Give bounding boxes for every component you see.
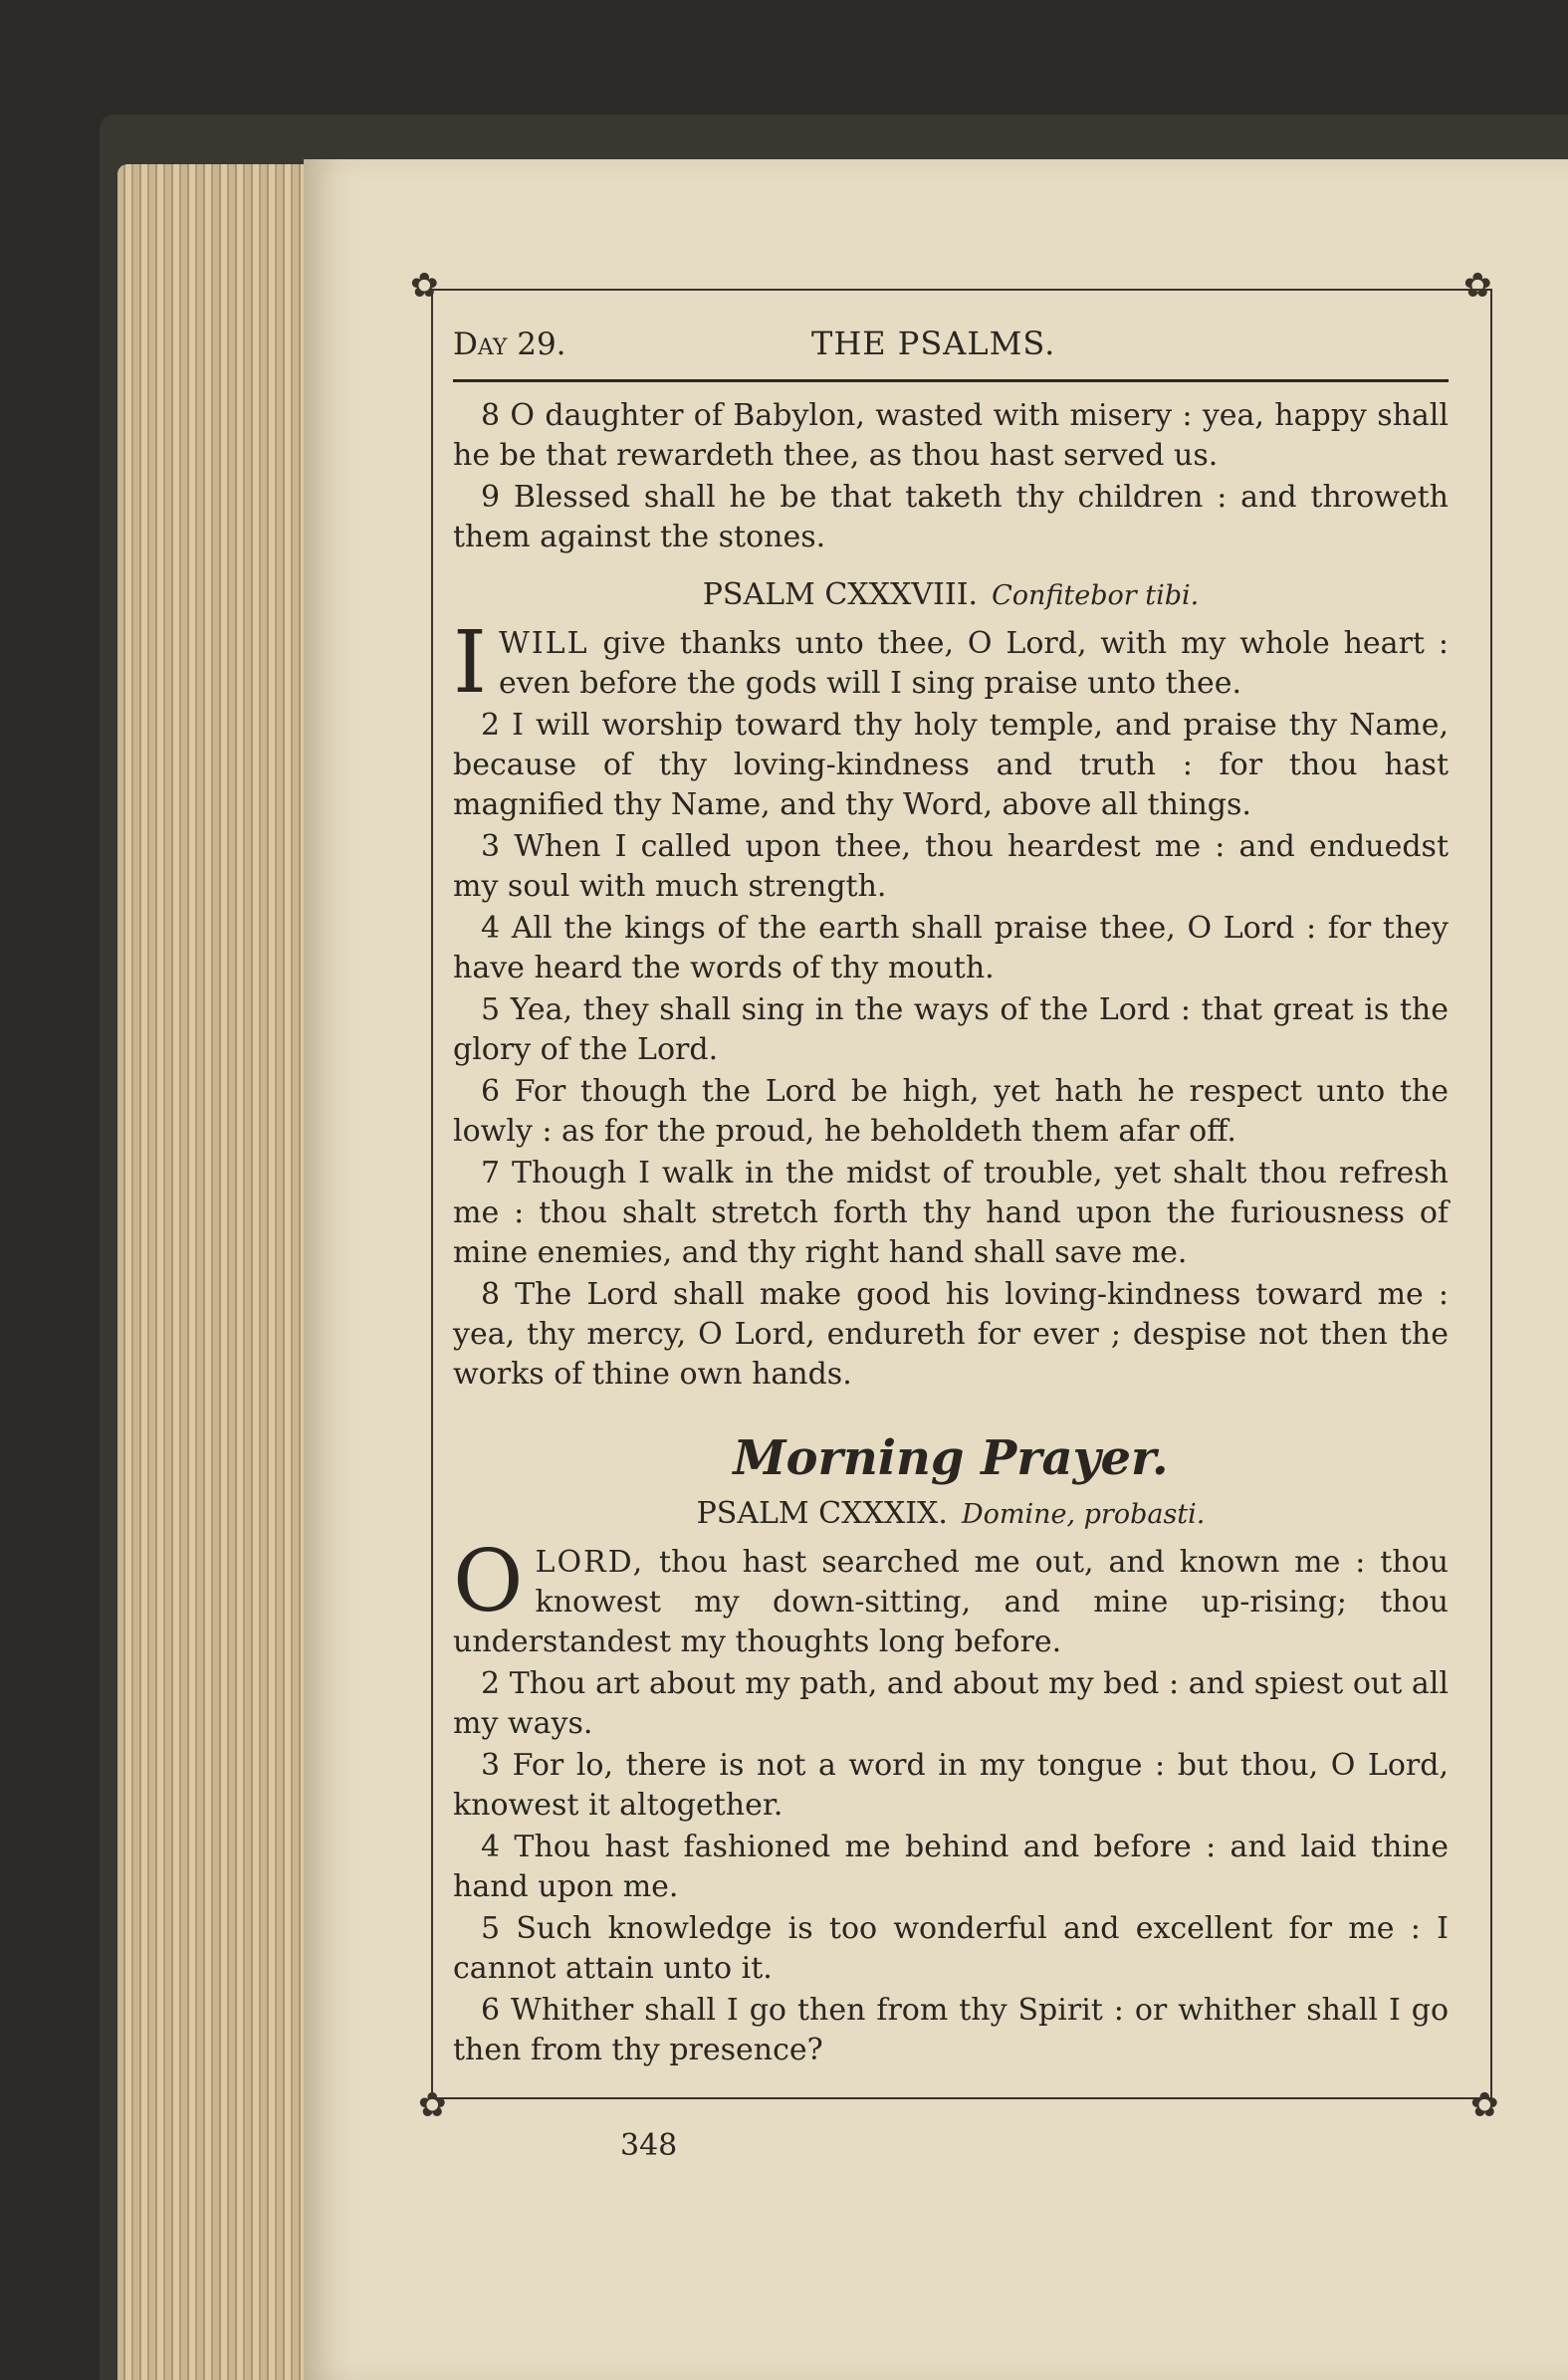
corner-ornament-icon: ✿ (418, 2085, 447, 2125)
page-number: 348 (620, 2128, 678, 2163)
corner-ornament-icon: ✿ (410, 266, 439, 306)
verse: 3 When I called upon thee, thou heardest me : and enduedst my soul with much strength. (453, 829, 1449, 904)
psalm-number: PSALM CXXXVIII. (702, 577, 979, 612)
section-title: Morning Prayer. (733, 1430, 1169, 1486)
verse: 5 Such knowledge is too wonderful and excellent for me : I cannot attain unto it. (453, 1911, 1449, 1986)
verse: 4 Thou hast fashioned me behind and before : and laid thine hand upon me. (453, 1830, 1449, 1904)
running-title: THE PSALMS. (811, 325, 1056, 362)
verse-text: thou hast searched me out, and known me : thou knowest my down-sitting, and mine up-rising; thou understandest my thoughts long before. (453, 1545, 1449, 1659)
psalm-heading (453, 1494, 1449, 1535)
verse-text: give thanks unto thee, O Lord, with my whole heart : even before the gods will I sing praise unto thee. (498, 626, 1449, 701)
running-header (453, 324, 1449, 373)
psalm-latin-title: Confitebor tibi. (992, 580, 1200, 611)
verse: 2 Thou art about my path, and about my bed : and spiest out all my ways. (453, 1666, 1449, 1741)
verse-first (453, 613, 1449, 713)
verse: 9 Blessed shall he be that taketh thy children : and throweth them against the stones. (453, 480, 1449, 554)
drop-cap: O (453, 1532, 524, 1631)
verse: 2 I will worship toward thy holy temple, and praise thy Name, because of thy loving-kindness and truth : for thou hast magnified thy Name, and thy Word, above all things. (453, 708, 1449, 822)
first-word: LORD, (535, 1545, 645, 1580)
verse: 8 O daughter of Babylon, wasted with misery : yea, happy shall he be that rewardeth thee, as thou hast served us. (453, 398, 1449, 473)
verse: 3 For lo, there is not a word in my tongue : but thou, O Lord, knowest it altogether. (453, 1748, 1449, 1823)
drop-cap: I (453, 613, 487, 713)
verse: 6 Whither shall I go then from thy Spirit : or whither shall I go then from thy presence? (453, 1993, 1449, 2067)
psalm-heading (453, 575, 1449, 616)
psalm-number: PSALM CXXXIX. (696, 1496, 948, 1531)
verse: 8 The Lord shall make good his loving-kindness toward me : yea, thy mercy, O Lord, endureth for ever ; despise not then the works of thine own hands. (453, 1277, 1449, 1392)
first-word: WILL (498, 626, 589, 661)
page-edges (117, 164, 317, 2380)
verse: 4 All the kings of the earth shall praise thee, O Lord : for they have heard the words of thy mouth. (453, 911, 1449, 985)
psalm-latin-title: Domine, probasti. (961, 1499, 1206, 1530)
corner-ornament-icon: ✿ (1463, 266, 1492, 306)
verse: 7 Though I walk in the midst of trouble, yet shalt thou refresh me : thou shalt stretch forth thy hand upon the furiousness of mine enemies, and thy right hand shall save me. (453, 1156, 1449, 1270)
verse: 6 For though the Lord be high, yet hath he respect unto the lowly : as for the proud, he beholdeth them afar off. (453, 1074, 1449, 1149)
page-content (453, 324, 1449, 2072)
header-rule (453, 379, 1449, 382)
verse: 5 Yea, they shall sing in the ways of the Lord : that great is the glory of the Lord. (453, 992, 1449, 1067)
verse-first (453, 1532, 1449, 1662)
corner-ornament-icon: ✿ (1470, 2085, 1499, 2125)
day-label: Day 29. (453, 326, 566, 362)
